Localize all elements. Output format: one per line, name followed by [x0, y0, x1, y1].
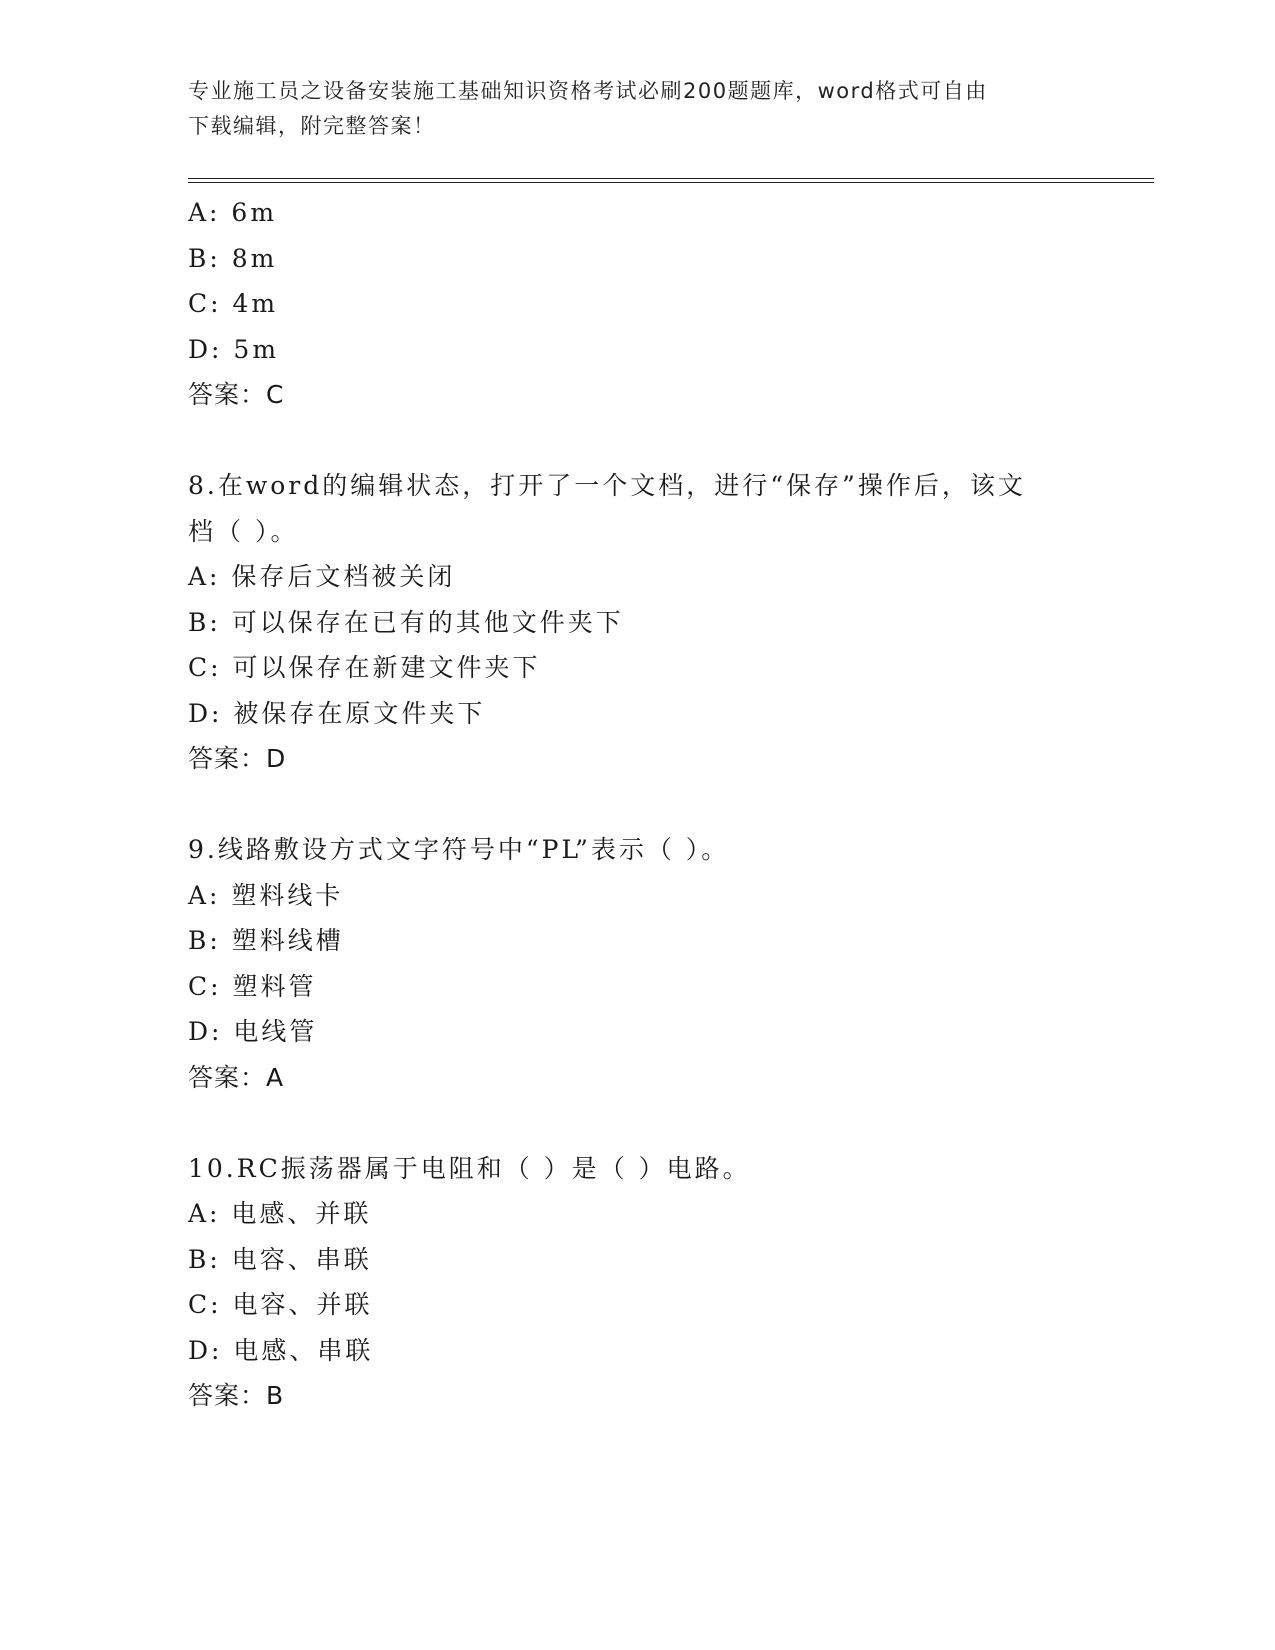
- answer-line: 答案：D: [188, 744, 287, 773]
- option-b: B: 塑料线槽: [188, 926, 344, 955]
- spacer: [188, 418, 1088, 464]
- option-a: A: 电感、并联: [188, 1199, 372, 1228]
- option-b: B: 可以保存在已有的其他文件夹下: [188, 607, 624, 637]
- header-title-line-2: 下载编辑，附完整答案！: [188, 114, 436, 138]
- question-text: 9.线路敷设方式文字符号中“PL”表示（ ）。: [188, 835, 730, 864]
- question-text-line-1: 8.在word的编辑状态，打开了一个文档，进行“保存”操作后，该文: [188, 471, 1026, 500]
- answer-line: 答案：C: [188, 380, 285, 409]
- question-block-7: [188, 190, 1088, 418]
- question-block-8: [188, 463, 1088, 782]
- option-d: D: 被保存在原文件夹下: [188, 698, 486, 728]
- document-header: [188, 74, 1088, 144]
- option-a: A: 塑料线卡: [188, 880, 344, 910]
- spacer: [188, 1100, 1088, 1146]
- question-block-10: [188, 1146, 1088, 1419]
- answer-line: 答案：A: [188, 1062, 285, 1092]
- option-a: A: 6m: [188, 198, 278, 227]
- question-text-line-2: 档（ ）。: [188, 516, 299, 546]
- option-c: C: 塑料管: [188, 971, 317, 1001]
- question-block-9: [188, 827, 1088, 1100]
- header-divider-bottom: [188, 182, 1154, 183]
- answer-line: 答案：B: [188, 1381, 285, 1410]
- option-d: D: 电线管: [188, 1017, 318, 1046]
- option-c: C: 电容、并联: [188, 1290, 373, 1319]
- option-b: B: 电容、串联: [188, 1244, 372, 1274]
- option-d: D: 5m: [188, 334, 280, 364]
- header-divider-top: [188, 178, 1154, 179]
- option-b: B: 8m: [188, 243, 278, 273]
- option-d: D: 电感、串联: [188, 1335, 374, 1365]
- header-title-line-1: 专业施工员之设备安装施工基础知识资格考试必刷200题题库，word格式可自由: [188, 79, 988, 103]
- question-list: [188, 190, 1088, 1419]
- option-c: C: 可以保存在新建文件夹下: [188, 653, 541, 682]
- question-text: 10.RC振荡器属于电阻和（ ）是（ ）电路。: [188, 1153, 751, 1183]
- spacer: [188, 782, 1088, 828]
- option-a: A: 保存后文档被关闭: [188, 562, 456, 591]
- option-c: C: 4m: [188, 289, 279, 318]
